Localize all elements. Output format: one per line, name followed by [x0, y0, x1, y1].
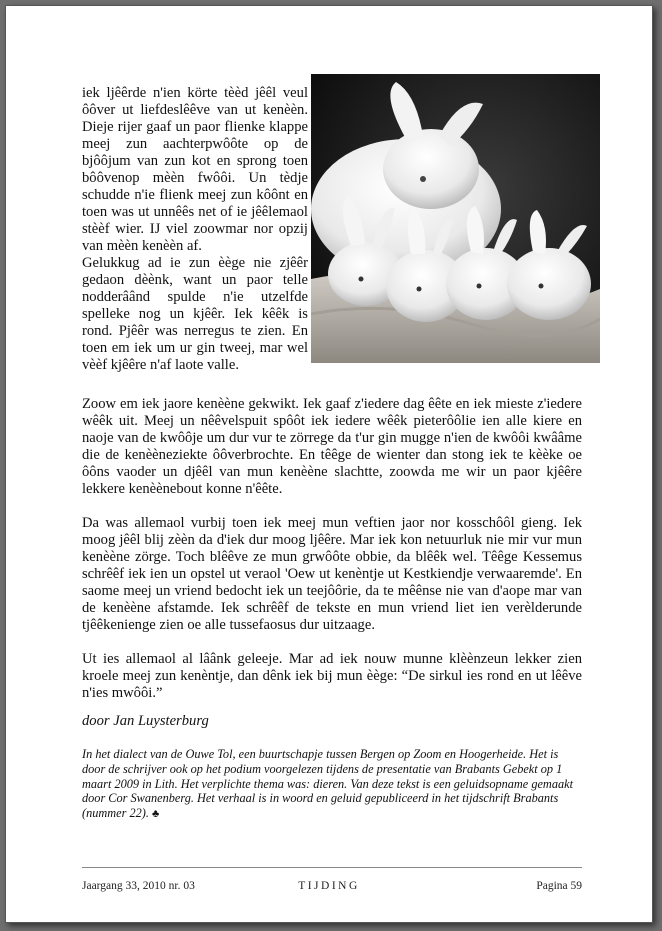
- footer-magazine-title: TIJDING: [298, 880, 360, 892]
- footer-issue: Jaargang 33, 2010 nr. 03: [82, 880, 195, 892]
- intro-paragraph: iek ljêêrde n'ien körte tèèd jêêl veul ôôver ut liefdeslêêve van ut kenèèn. Dieje rijer gaaf un paor flienke klappe meej zun aachterpwôôte op de bjôôjum van zun kot en sprong toen bôôvenop mèèn fwôôi. Un tèdje schudde n'ie flienk meej zun kôônt en toen was ut unnêês net of ie jêêlemaol stèèf wier. IJ viel zoowmar nor opzij van mèèn kenèèn af.: [82, 85, 308, 254]
- paragraph: Ut ies allemaol al lâânk geleeje. Mar ad iek nouw munne klèènzeun lekker zien kroele meej zun kenèntje, dan dênk iek bij mun èège: “De sirkul ies rond en ut lêêve n'ies mwôôi.”: [82, 651, 582, 701]
- source-note: [82, 747, 582, 822]
- rabbits-photo: [311, 74, 600, 363]
- footer-page-number: Pagina 59: [536, 880, 582, 892]
- byline: door Jan Luysterburg: [82, 713, 209, 729]
- intro-column: [82, 85, 308, 374]
- paragraph: Zoow em iek jaore kenèène gekwikt. Iek gaaf z'iedere dag êête en iek mieste z'iedere wêêk uit. Meej un nêêvelspuit spôôt iek iedere wêêk pieterôôlie ien alle kiere en naoje van de kwôôje um dur vur te zörrege da t'ur gin mugge n'ien de kwôôi kwââme die de kenèèneziekte ôôverbrochte. En têêge de wienter dan stong iek te kèèke oe ôôns vaoder un djêêl van mun kenèène slachtte, zoowda me wir un paor kjêêre lekkere kenèènebout konne n'êête.: [82, 396, 582, 497]
- footer-divider: [82, 867, 582, 868]
- end-mark-icon: ♣: [152, 808, 160, 821]
- paragraph: Da was allemaol vurbij toen iek meej mun veftien jaor nor kosschôôl gieng. Iek moog jêêl blij zèèn da d'iek dur moog ljêêre. Mar iek kon netuurluk nie mir vur mun kenèène zörge. Toch blêêve ze mun grwôôte obbie, da blêêk wel. Têêge Kessemus schrêêf iek ien un opstel ut veraol 'Oew ut kenèntje ut Kestkiendje verwaaremde'. En saome meej un vriend bedocht iek un teejôôrie, da te mêênse nie van d'aope mar van de kenèène afstamde. Iek schrêêf de tekste en mun vriend liet ien verèlderunde tjêêkenienge zien oe alle tussefaosus dur uitzaage.: [82, 515, 582, 633]
- magazine-page: [5, 5, 653, 923]
- intro-paragraph: Gelukkug ad ie zun èège nie zjêêr gedaon dèènk, want un paor telle nodderâând spulde n'ie utzelfde spelleke nog un kjêêr. Iek kêêk is rond. Pjêêr was nerregus te zien. En toen em iek um ur gin tweej, mar wel vèèf kjêêre n'af laote valle.: [82, 255, 308, 373]
- rabbits-image: [311, 74, 600, 363]
- source-note-text: In het dialect van de Ouwe Tol, een buurtschapje tussen Bergen op Zoom en Hoogerheide. Het is door de schrijver ook op het podium voorgelezen tijdens de presentatie van Brabants Gebekt op 1 maart 2009 in Lith. Het verplichte thema was: dieren. Van deze tekst is een geluidsopname gemaakt door Cor Swanenberg. Het verhaal is in woord en geluid gepubliceerd in het tijdschrift Brabants (nummer 22).: [82, 747, 573, 821]
